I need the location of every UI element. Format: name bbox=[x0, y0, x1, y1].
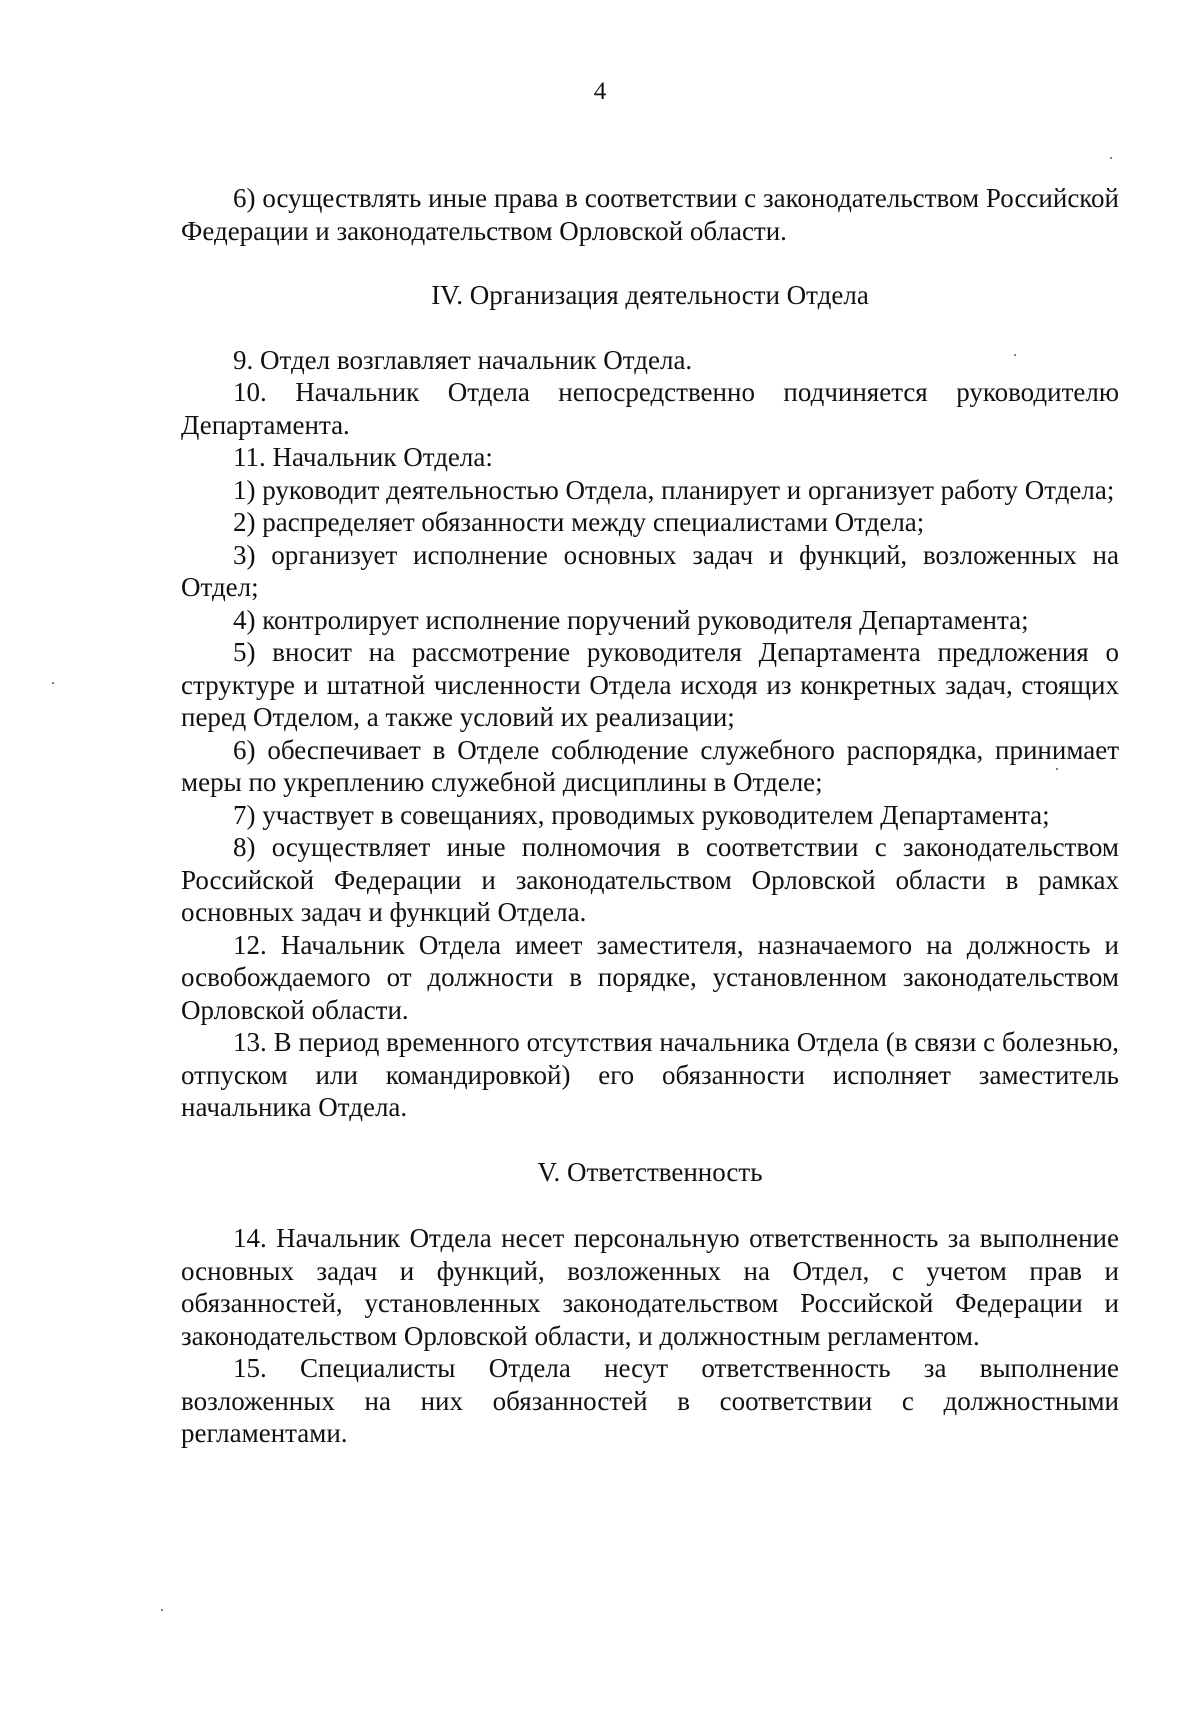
paragraph-9: 9. Отдел возглавляет начальник Отдела. bbox=[233, 344, 693, 375]
document-body bbox=[181, 182, 1119, 1450]
paragraph-11-item-3: 3) организует исполнение основных задач и функций, возложенных на Отдел; bbox=[181, 539, 1119, 602]
page-number: 4 bbox=[593, 78, 607, 105]
paragraph-12: 12. Начальник Отдела имеет заместителя, назначаемого на должность и освобождаемого от должности в порядке, установленном законодательством Орловской области. bbox=[181, 929, 1119, 1025]
paragraph-13: 13. В период временного отсутствия начальника Отдела (в связи с болезнью, отпуском или командировкой) его обязанности исполняет заместитель начальника Отдела. bbox=[181, 1027, 1119, 1122]
scan-speck bbox=[1056, 768, 1058, 770]
section-heading-v: V. Ответственность bbox=[537, 1156, 763, 1187]
scan-speck bbox=[1110, 157, 1112, 159]
paragraph-11-item-6: 6) обеспечивает в Отделе соблюдение служебного распорядка, принимает меры по укреплению служебной дисциплины в Отделе; bbox=[181, 734, 1119, 797]
paragraph-11-item-5: 5) вносит на рассмотрение руководителя Департамента предложения о структуре и штатной численности Отдела исходя из конкретных задач, стоящих перед Отделом, а также условий их реализации; bbox=[181, 637, 1119, 732]
paragraph-11-item-7: 7) участвует в совещаниях, проводимых руководителем Департамента; bbox=[233, 799, 1050, 830]
section-heading-iv: IV. Организация деятельности Отдела bbox=[431, 280, 869, 310]
paragraph-11-item-1: 1) руководит деятельностью Отдела, планирует и организует работу Отдела; bbox=[233, 474, 1115, 505]
paragraph-11-item-4: 4) контролирует исполнение поручений руководителя Департамента; bbox=[233, 604, 1029, 635]
paragraph-11-item-8: 8) осуществляет иные полномочия в соответствии с законодательством Российской Федерации и законодательством Орловской области в рамках основных задач и функций Отдела. bbox=[181, 832, 1119, 927]
paragraph-11: 11. Начальник Отдела: bbox=[233, 442, 493, 472]
scan-speck bbox=[1014, 354, 1016, 356]
scan-speck bbox=[161, 1609, 163, 1611]
paragraph-14: 14. Начальник Отдела несет персональную ответственность за выполнение основных задач и функций, возложенных на Отдел, с учетом прав и обязанностей, установленных законодательством Российской Федерации и законодательством Орловской области, и должностным регламентом. bbox=[181, 1223, 1119, 1351]
paragraph-11-item-2: 2) распределяет обязанности между специалистами Отдела; bbox=[233, 507, 925, 537]
paragraph-rights-6: 6) осуществлять иные права в соответствии с законодательством Российской Федерации и законодательством Орловской области. bbox=[181, 183, 1119, 246]
scan-speck bbox=[52, 682, 54, 684]
paragraph-15: 15. Специалисты Отдела несут ответственность за выполнение возложенных на них обязанностей в соответствии с должностными регламентами. bbox=[181, 1353, 1119, 1448]
paragraph-10: 10. Начальник Отдела непосредственно подчиняется руководителю Департамента. bbox=[181, 377, 1119, 440]
